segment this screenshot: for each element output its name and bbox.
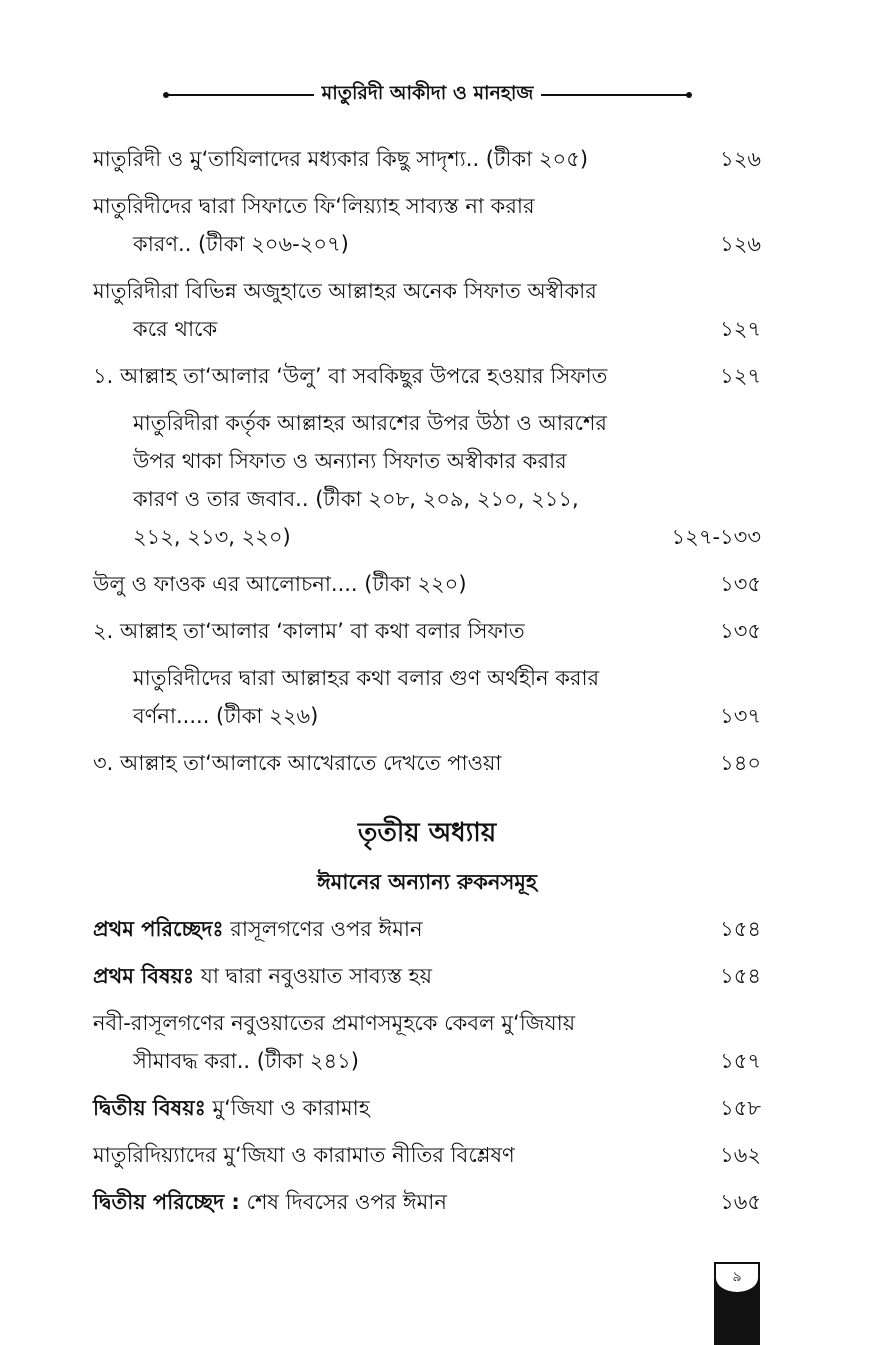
toc-entry-line	[93, 310, 651, 348]
toc-entry-line-text: মাতুরিদী ও মু‘তাযিলাদের মধ্যকার কিছু সাদৃশ্য.. (টীকা ২০৫)	[93, 147, 589, 171]
toc-entry-page: ১৬৫	[720, 1190, 761, 1214]
toc-entry-page: ১৩৭	[720, 704, 761, 728]
toc-entry-line	[133, 697, 651, 735]
toc-entry-text	[93, 1089, 761, 1127]
toc-entry-line-text: যা দ্বারা নবুওয়াত সাব্যস্ত হয়	[194, 964, 433, 988]
toc-entry-text	[93, 272, 761, 348]
toc-entry-page: ১৪০	[720, 751, 761, 775]
toc-entry-line-text: ৩. আল্লাহ তা‘আলাকে আখেরাতে দেখতে পাওয়া	[93, 751, 502, 775]
toc-entry-line	[93, 225, 651, 263]
toc-entry-line	[133, 480, 651, 518]
chapter-title: তৃতীয় অধ্যায়	[357, 818, 497, 848]
toc-entry-line-text: কারণ.. (টীকা ২০৬-২০৭)	[133, 232, 349, 256]
toc-section-1	[93, 140, 761, 791]
toc-entry-page: ১৫৪	[720, 964, 761, 988]
toc-entry-page: ১৩৫	[720, 619, 761, 643]
toc-entry-page: ১৫৭	[720, 1049, 761, 1073]
toc-entry-line-text: শেষ দিবসের ওপর ঈমান	[239, 1190, 447, 1214]
toc-entry-label: দ্বিতীয় বিষয়ঃ	[93, 1096, 206, 1120]
toc-entry-line	[93, 1089, 651, 1127]
toc-entry-text	[93, 140, 761, 178]
toc-entry-line-text: ২১২, ২১৩, ২২০)	[133, 525, 291, 549]
toc-entry	[93, 140, 761, 178]
toc-entry-line-text: মাতুরিদীদের দ্বারা আল্লাহর কথা বলার গুণ অর্থহীন করার	[133, 666, 600, 690]
header-rule-right	[541, 94, 690, 96]
toc-entry-page: ১৬২	[720, 1143, 761, 1167]
toc-entry-line	[93, 1004, 651, 1042]
toc-entry-line-text: উপর থাকা সিফাত ও অন্যান্য সিফাত অস্বীকার করার	[133, 449, 567, 473]
page-number-tab	[714, 1262, 760, 1345]
page-number: ৯	[714, 1262, 760, 1294]
toc-entry-text	[93, 612, 761, 650]
toc-entry-line-text: নবী-রাসূলগণের নবুওয়াতের প্রমাণসমূহকে কেবল মু‘জিযায়	[93, 1011, 576, 1035]
toc-entry-text	[133, 659, 761, 735]
toc-entry-text	[93, 910, 761, 948]
toc-entry-page: ১৫৮	[720, 1096, 761, 1120]
toc-entry	[93, 187, 761, 263]
toc-entry-line	[133, 518, 651, 556]
toc-entry-text	[93, 187, 761, 263]
header-title: মাতুরিদী আকীদা ও মানহাজ	[321, 82, 534, 104]
toc-entry	[93, 910, 761, 948]
toc-entry-line	[133, 659, 651, 697]
toc-entry-line	[93, 1136, 651, 1174]
toc-entry	[93, 659, 761, 735]
toc-entry-line-text: মাতুরিদিয়্যাদের মু‘জিযা ও কারামাত নীতির বিশ্লেষণ	[93, 1143, 515, 1167]
toc-entry	[93, 1136, 761, 1174]
toc-entry	[93, 612, 761, 650]
toc-entry-text	[93, 1004, 761, 1080]
toc-entry-label: দ্বিতীয় পরিচ্ছেদ :	[93, 1190, 240, 1214]
toc-entry-text	[93, 357, 761, 395]
toc-entry-line-text: বর্ণনা..... (টীকা ২২৬)	[133, 704, 319, 728]
running-header	[165, 78, 690, 112]
toc-entry-page: ১২৭	[720, 364, 761, 388]
toc-entry-text	[93, 565, 761, 603]
toc-entry-page: ১২৬	[720, 147, 761, 171]
toc-entry-line-text: কারণ ও তার জবাব.. (টীকা ২০৮, ২০৯, ২১০, ২১১,	[133, 487, 579, 511]
toc-entry	[93, 1183, 761, 1221]
toc-entry	[93, 404, 761, 556]
toc-entry	[93, 565, 761, 603]
toc-entry-text	[93, 957, 761, 995]
toc-entry-line	[93, 357, 651, 395]
toc-entry-line	[93, 612, 651, 650]
toc-entry-line	[133, 442, 651, 480]
toc-entry-line-text: সীমাবদ্ধ করা.. (টীকা ২৪১)	[133, 1049, 359, 1073]
toc-entry	[93, 957, 761, 995]
toc-entry-line-text: ১. আল্লাহ তা‘আলার ‘উলু’ বা সবকিছুর উপরে হওয়ার সিফাত	[93, 364, 608, 388]
toc-entry-line-text: মু‘জিযা ও কারামাহ	[205, 1096, 370, 1120]
toc-entry	[93, 357, 761, 395]
toc-entry-text	[133, 404, 761, 556]
toc-entry-line	[133, 404, 651, 442]
toc-entry-page: ১৩৫	[720, 572, 761, 596]
toc-entry-label: প্রথম পরিচ্ছেদঃ	[93, 917, 224, 941]
toc-entry-line	[93, 1183, 651, 1221]
toc-entry-page: ১২৬	[720, 232, 761, 256]
toc-entry-line-text: রাসূলগণের ওপর ঈমান	[223, 917, 423, 941]
toc-entry-page: ১২৭	[720, 317, 761, 341]
toc-entry	[93, 1089, 761, 1127]
toc-entry-text	[93, 744, 761, 782]
chapter-subtitle: ঈমানের অন্যান্য রুকনসমূহ	[316, 870, 538, 894]
toc-entry-line	[93, 272, 651, 310]
header-rule-left	[165, 94, 314, 96]
toc-section-2	[93, 910, 761, 1230]
toc-entry-line	[93, 565, 651, 603]
toc-entry-page: ১২৭-১৩৩	[671, 525, 761, 549]
toc-entry-text	[93, 1136, 761, 1174]
toc-entry-line-text: মাতুরিদীদের দ্বারা সিফাতে ফি‘লিয়্যাহ সাব্যস্ত না করার	[93, 194, 535, 218]
toc-entry-line	[93, 140, 651, 178]
toc-entry-line-text: মাতুরিদীরা কর্তৃক আল্লাহর আরশের উপর উঠা ও আরশের	[133, 411, 607, 435]
toc-entry-line	[93, 1042, 651, 1080]
toc-entry-line	[93, 187, 651, 225]
toc-entry-line	[93, 910, 651, 948]
toc-entry	[93, 1004, 761, 1080]
toc-entry-page: ১৫৪	[720, 917, 761, 941]
toc-entry-line-text: উলু ও ফাওক এর আলোচনা.... (টীকা ২২০)	[93, 572, 467, 596]
toc-entry	[93, 744, 761, 782]
toc-entry	[93, 272, 761, 348]
toc-entry-text	[93, 1183, 761, 1221]
toc-entry-label: প্রথম বিষয়ঃ	[93, 964, 195, 988]
toc-entry-line-text: মাতুরিদীরা বিভিন্ন অজুহাতে আল্লাহর অনেক সিফাত অস্বীকার	[93, 279, 597, 303]
toc-entry-line-text: ২. আল্লাহ তা‘আলার ‘কালাম’ বা কথা বলার সিফাত	[93, 619, 525, 643]
toc-entry-line-text: করে থাকে	[133, 317, 218, 341]
toc-entry-line	[93, 957, 651, 995]
toc-entry-line	[93, 744, 651, 782]
